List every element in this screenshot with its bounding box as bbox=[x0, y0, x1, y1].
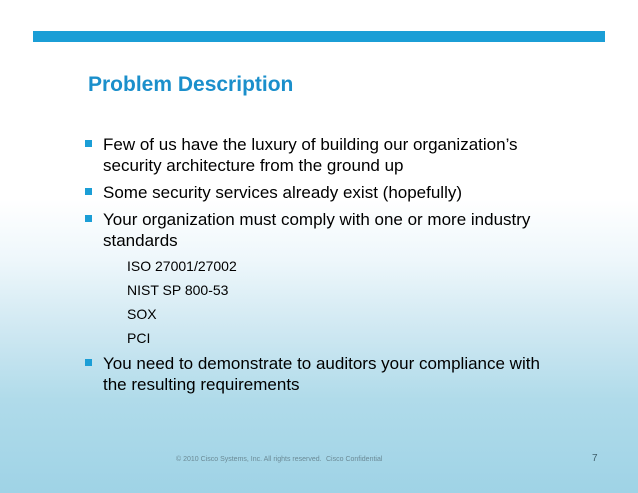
page-number: 7 bbox=[592, 453, 598, 464]
bullet-item bbox=[84, 353, 554, 395]
bullet-text: Some security services already exist (hopefully) bbox=[103, 183, 463, 202]
top-accent-bar bbox=[33, 31, 605, 42]
standard-item: ISO 27001/27002 bbox=[127, 258, 237, 274]
bullet-list bbox=[84, 134, 554, 401]
footer-copyright: © 2010 Cisco Systems, Inc. All rights reserved. bbox=[176, 456, 322, 463]
slide-title: Problem Description bbox=[88, 73, 294, 96]
standards-sublist bbox=[103, 257, 554, 347]
bullet-item bbox=[84, 209, 554, 347]
bullet-text: Few of us have the luxury of building our organization’s security architecture from the ground up bbox=[103, 135, 518, 175]
standard-item: NIST SP 800-53 bbox=[127, 282, 229, 298]
square-bullet-icon bbox=[85, 140, 92, 147]
footer-confidential: Cisco Confidential bbox=[326, 456, 383, 463]
square-bullet-icon bbox=[85, 188, 92, 195]
square-bullet-icon bbox=[85, 215, 92, 222]
bullet-item bbox=[84, 182, 554, 203]
bullet-text: Your organization must comply with one or more industry standards bbox=[103, 210, 531, 250]
square-bullet-icon bbox=[85, 359, 92, 366]
standard-item: PCI bbox=[127, 330, 151, 346]
standard-item: SOX bbox=[127, 306, 157, 322]
bullet-text: You need to demonstrate to auditors your compliance with the resulting requirements bbox=[103, 354, 540, 394]
bullet-item bbox=[84, 134, 554, 176]
